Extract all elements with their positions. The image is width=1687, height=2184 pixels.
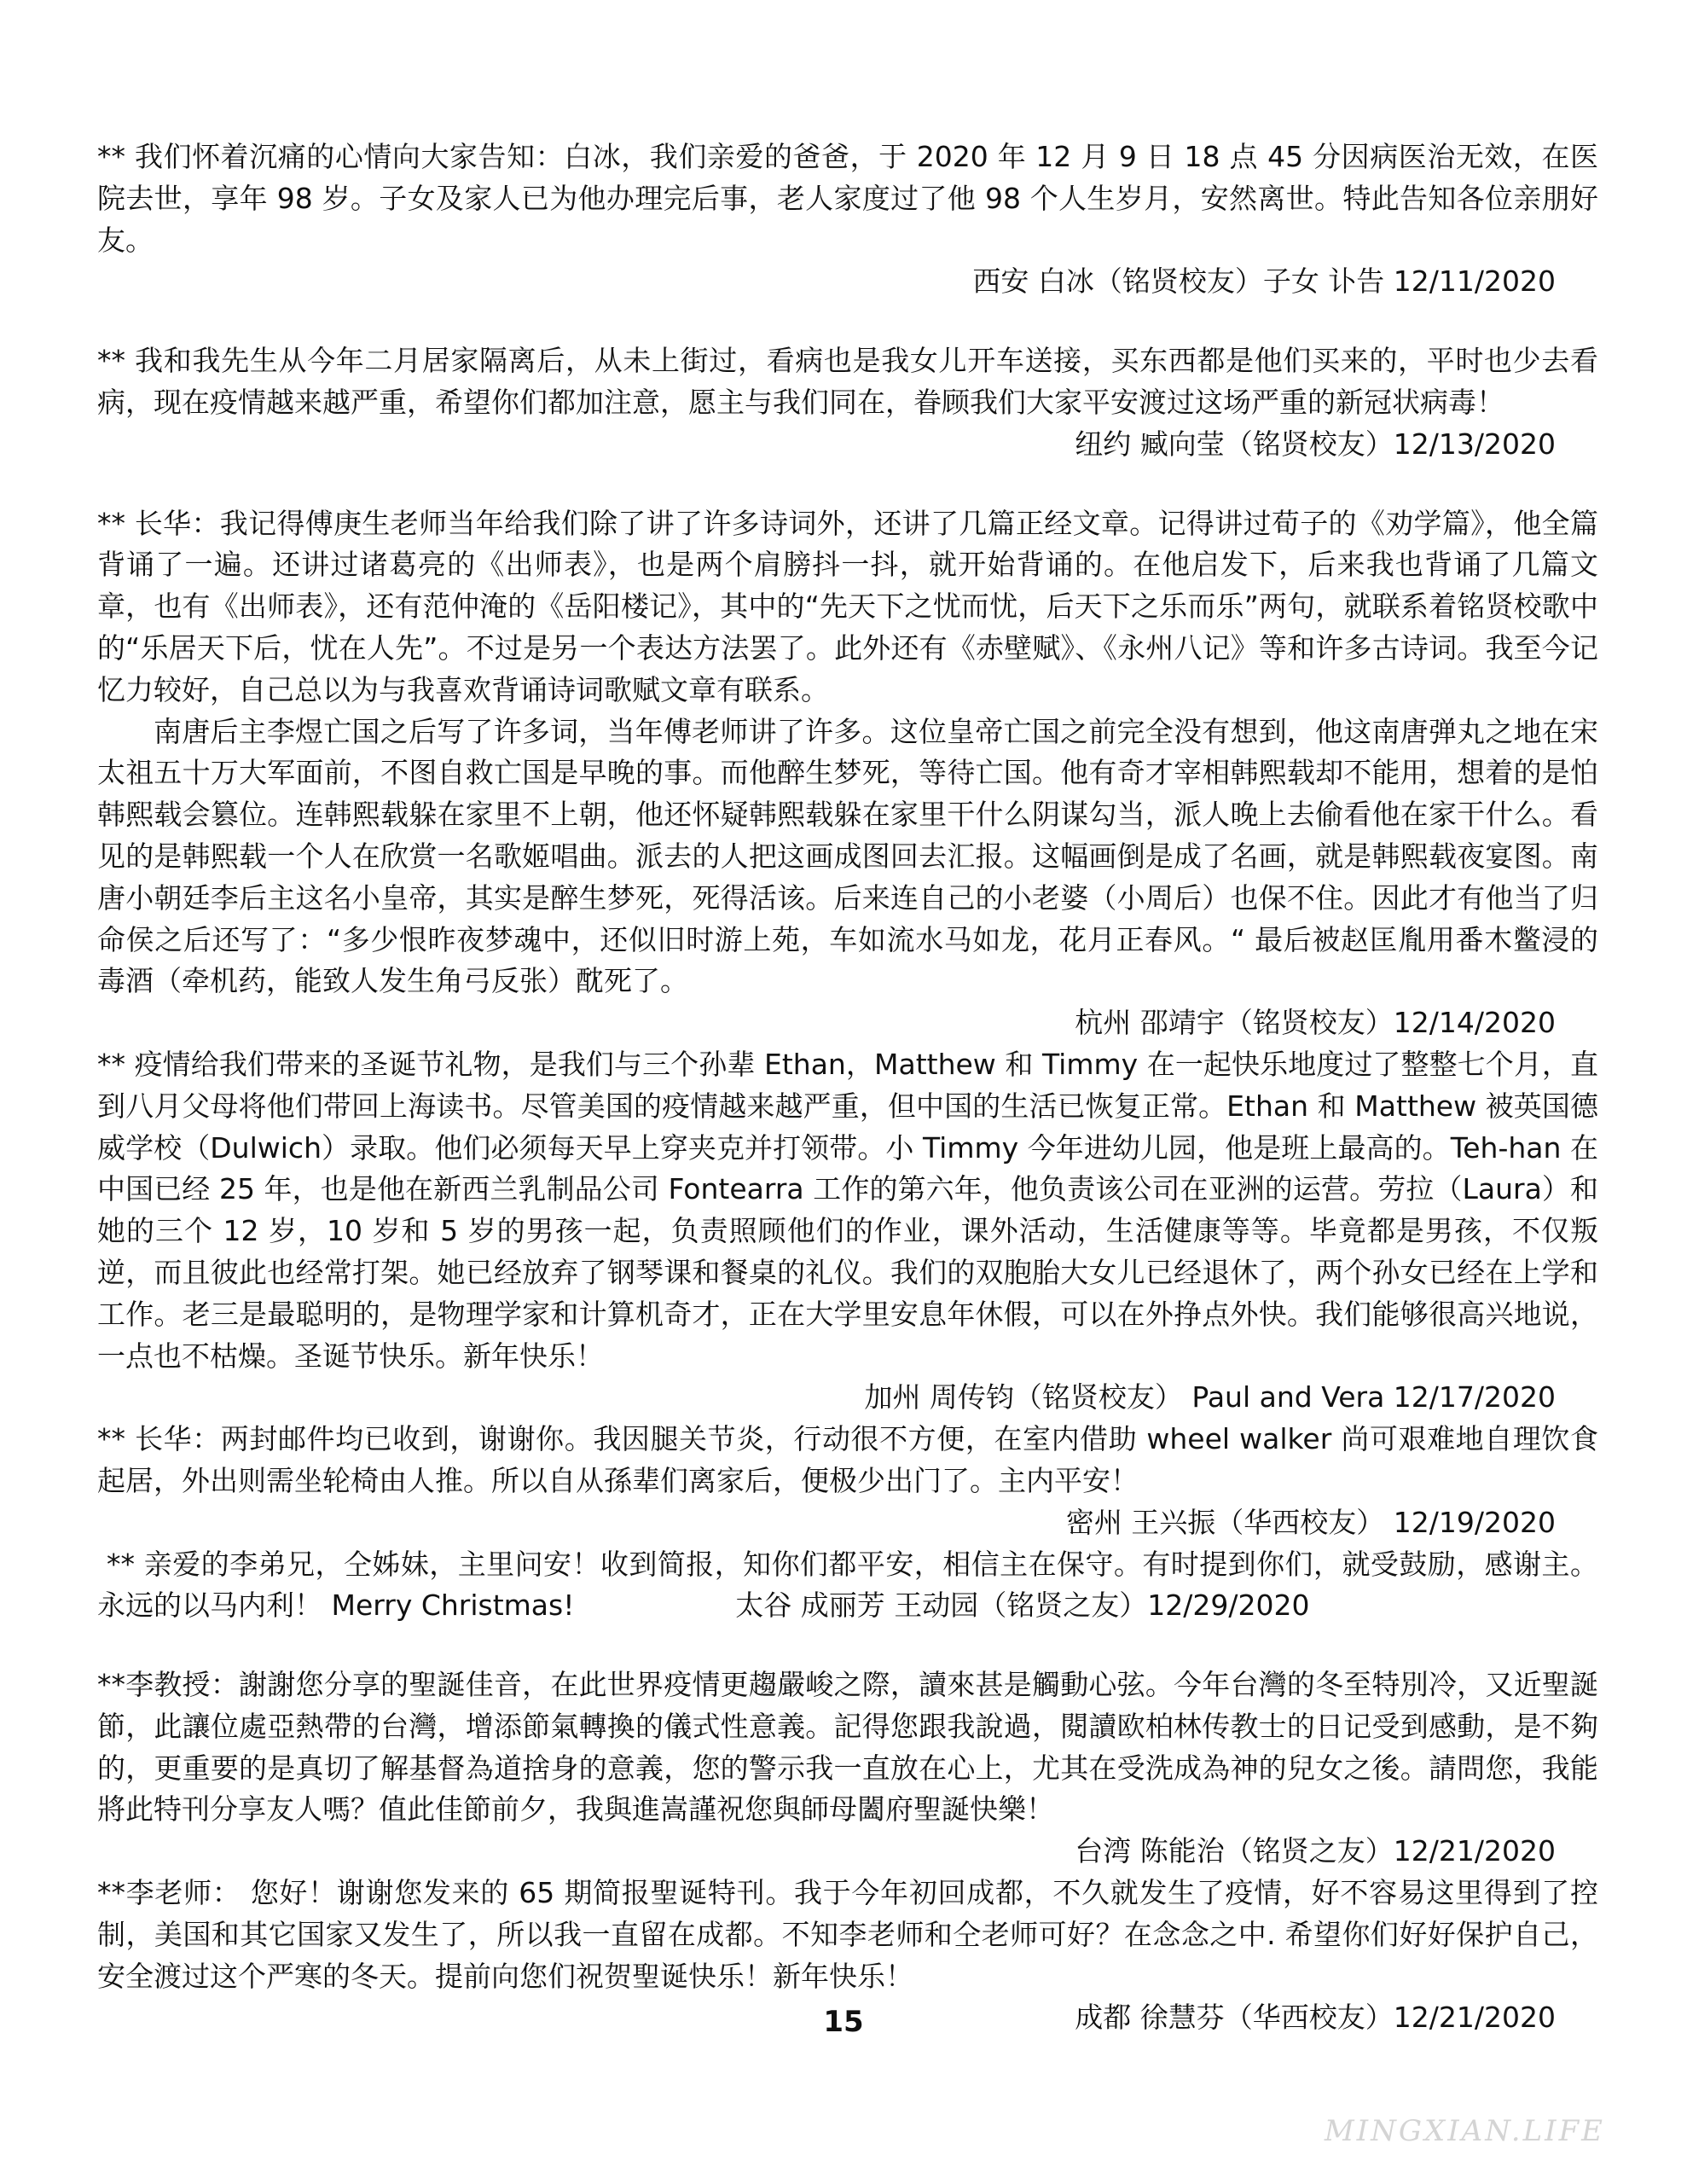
entry-signature: 西安 白冰（铭贤校友）子女 讣告 12/11/2020	[972, 264, 1556, 299]
entry-paragraph: ** 疫情给我们带来的圣诞节礼物，是我们与三个孙辈 Ethan，Matthew 和 Timmy 在一起快乐地度过了整整七个月，直到八月父母将他们带回上海读书。尽管美国的疫情越来越严重，但中国的生活已恢复正常。Ethan 和 Matthew 被英国德威学校（Dulwich）录取。他们必须每天早上穿夹克并打领带。小 Timmy 今年进幼儿园，他是班上最高的。Teh-han 在中国已经 25 年，也是他在新西兰乳制品公司 Fontearra 工作的第六年，他负责该公司在亚洲的运营。劳拉（Laura）和她的三个 12 岁，10 岁和 5 岁的男孩一起，负责照顾他们的作业，课外活动，生活健康等等。毕竟都是男孩，不仅叛逆，而且彼此也经常打架。她已经放弃了钢琴课和餐桌的礼仪。我们的双胞胎大女儿已经退休了，两个孙女已经在上学和工作。老三是最聪明的，是物理学家和计算机奇才，正在大学里安息年休假，可以在外挣点外快。我们能够很高兴地说，一点也不枯燥。圣诞节快乐。新年快乐！	[97, 1047, 1598, 1373]
entry-4	[97, 1044, 1598, 1419]
entry-paragraph: ** 长华：两封邮件均已收到，谢谢你。我因腿关节炎，行动很不方便，在室内借助 wheel walker 尚可艰难地自理饮食起居，外出则需坐轮椅由人推。所以自从孫辈们离家后，便极少出门了。主内平安！	[97, 1422, 1598, 1497]
page-number: 15	[823, 2005, 864, 2039]
page-content	[97, 136, 1598, 2039]
entry-2	[97, 340, 1598, 465]
site-watermark: MINGXIAN.LIFE	[1324, 2114, 1605, 2148]
entry-7	[97, 1664, 1598, 1873]
entry-1	[97, 136, 1598, 303]
entry-signature: 加州 周传钧（铭贤校友） Paul and Vera 12/17/2020	[864, 1380, 1556, 1414]
entry-signature: 杭州 邵靖宇（铭贤校友）12/14/2020	[1075, 1006, 1556, 1040]
entry-paragraph: ** 长华：我记得傅庚生老师当年给我们除了讲了许多诗词外，还讲了几篇正经文章。记得讲过荀子的《劝学篇》，他全篇背诵了一遍。还讲过诸葛亮的《出师表》，也是两个肩膀抖一抖，就开始背诵的。在他启发下，后来我也背诵了几篇文章，也有《出师表》，还有范仲淹的《岳阳楼记》，其中的“先天下之忧而忧，后天下之乐而乐”两句，就联系着铭贤校歌中的“乐居天下后，忧在人先”。不过是另一个表达方法罢了。此外还有《赤壁赋》、《永州八记》等和许多古诗词。我至今记忆力较好，自己总以为与我喜欢背诵诗词歌赋文章有联系。	[97, 506, 1598, 706]
entry-paragraph: **李教授：謝謝您分享的聖誕佳音，在此世界疫情更趨嚴峻之際，讀來甚是觸動心弦。今年台灣的冬至特別冷，又近聖誕節，此讓位處亞熱帶的台灣，增添節氣轉換的儀式性意義。記得您跟我說過，閱讀欧柏林传教士的日记受到感動，是不夠的，更重要的是真切了解基督為道捨身的意義，您的警示我一直放在心上，尤其在受洗成為神的兒女之後。請問您，我能將此特刊分享友人嗎？值此佳節前夕，我與進嵩謹祝您與師母闔府聖誕快樂！	[97, 1668, 1598, 1827]
entry-paragraph: **李老师： 您好！谢谢您发来的 65 期简报聖诞特刊。我于今年初回成都，不久就发生了疫情，好不容易这里得到了控制，美国和其它国家又发生了，所以我一直留在成都。不知李老师和仝老师可好？在念念之中. 希望你们好好保护自己，安全渡过这个严寒的冬天。提前向您们祝贺聖诞快乐！新年快乐！	[97, 1876, 1598, 1993]
entry-3	[97, 503, 1598, 1044]
entry-paragraph: ** 我和我先生从今年二月居家隔离后，从未上街过，看病也是我女儿开车送接，买东西都是他们买来的，平时也少去看病，现在疫情越来越严重，希望你们都加注意，愿主与我们同在，眷顾我们大家平安渡过这场严重的新冠状病毒！	[97, 344, 1598, 419]
entry-paragraph: ** 我们怀着沉痛的心情向大家告知：白冰，我们亲爱的爸爸，于 2020 年 12 月 9 日 18 点 45 分因病医治无效，在医院去世，享年 98 岁。子女及家人已为他办理完后事，老人家度过了他 98 个人生岁月，安然离世。特此告知各位亲朋好友。	[97, 140, 1598, 257]
entry-signature: 成都 徐慧芬（华西校友）12/21/2020	[1075, 2001, 1556, 2035]
entry-6	[97, 1544, 1598, 1628]
entry-signature: 纽约 臧向莹（铭贤校友）12/13/2020	[1075, 427, 1556, 461]
entry-paragraph: ** 亲爱的李弟兄，仝姊妹，主里问安！收到简报，知你们都平安，相信主在保守。有时提到你们，就受鼓励，感谢主。永远的以马内利！ Merry Christmas! 太谷 成丽芳 王动园（铭贤之友）12/29/2020	[97, 1547, 1598, 1623]
entry-signature: 台湾 陈能治（铭贤之友）12/21/2020	[1075, 1834, 1556, 1868]
entry-5	[97, 1419, 1598, 1543]
entry-signature: 密州 王兴振（华西校友） 12/19/2020	[1065, 1505, 1556, 1539]
entry-paragraph: 南唐后主李煜亡国之后写了许多词，当年傅老师讲了许多。这位皇帝亡国之前完全没有想到，他这南唐弹丸之地在宋太祖五十万大军面前，不图自救亡国是早晚的事。而他醉生梦死，等待亡国。他有奇才宰相韩熙载却不能用，想着的是怕韩熙载会篡位。连韩熙载躲在家里不上朝，他还怀疑韩熙载躲在家里干什么阴谋勾当，派人晚上去偷看他在家干什么。看见的是韩熙载一个人在欣赏一名歌姬唱曲。派去的人把这画成图回去汇报。这幅画倒是成了名画，就是韩熙载夜宴图。南唐小朝廷李后主这名小皇帝，其实是醉生梦死，死得活该。后来连自己的小老婆（小周后）也保不住。因此才有他当了归命侯之后还写了：“多少恨昨夜梦魂中，还似旧时游上苑，车如流水马如龙，花月正春风。“ 最后被赵匡胤用番木鳖浸的毒酒（牵机药，能致人发生角弓反张）酖死了。	[97, 714, 1598, 998]
